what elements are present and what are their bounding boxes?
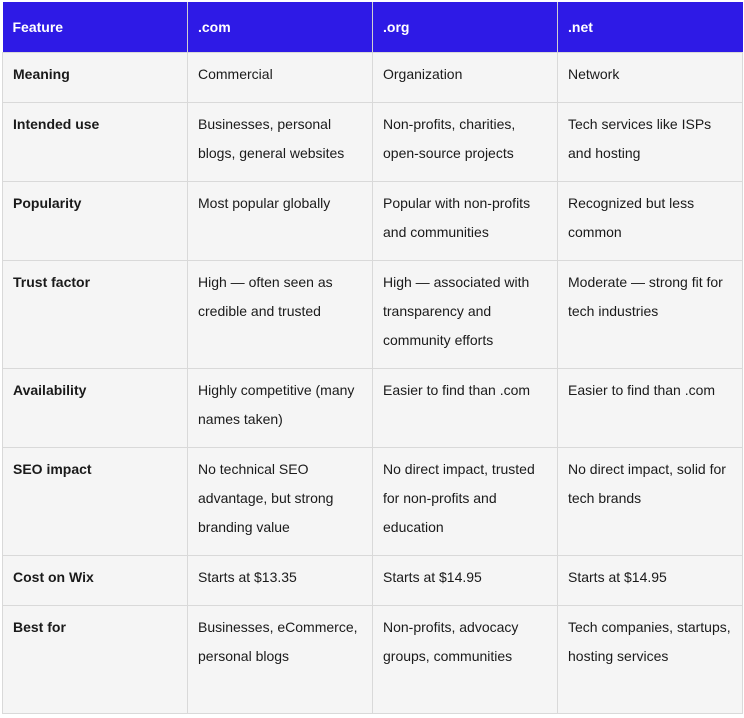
table-row xyxy=(3,368,743,447)
table-cell xyxy=(373,368,558,447)
table-cell xyxy=(558,368,743,447)
cell-text: Recognized but less common xyxy=(568,194,695,240)
table-cell xyxy=(558,181,743,260)
cell-text: Tech services like ISPs and hosting xyxy=(568,115,712,161)
table-row xyxy=(3,52,743,102)
row-label xyxy=(3,181,188,260)
table-cell xyxy=(188,605,373,713)
cell-text: Starts at $14.95 xyxy=(568,568,667,585)
row-label xyxy=(3,102,188,181)
cell-text: High — associated with transparency and community efforts xyxy=(383,273,530,348)
table-cell xyxy=(373,447,558,555)
cell-text: Tech companies, startups, hosting services xyxy=(568,618,731,664)
row-label xyxy=(3,260,188,368)
cell-text: Meaning xyxy=(13,65,70,82)
cell-text: Easier to find than .com xyxy=(383,381,531,398)
cell-text: Availability xyxy=(13,381,87,398)
table-row xyxy=(3,555,743,605)
cell-text: Cost on Wix xyxy=(13,568,94,585)
header-feature: Feature xyxy=(3,2,188,52)
table-cell xyxy=(188,260,373,368)
cell-text: Best for xyxy=(13,618,66,635)
header-com: .com xyxy=(188,2,373,52)
table-cell xyxy=(373,181,558,260)
row-label xyxy=(3,605,188,713)
table-cell xyxy=(188,52,373,102)
table-cell xyxy=(558,605,743,713)
cell-text: Non-profits, advocacy groups, communities xyxy=(383,618,519,664)
table-cell xyxy=(188,368,373,447)
cell-text: Starts at $13.35 xyxy=(198,568,297,585)
table-row xyxy=(3,260,743,368)
table-cell xyxy=(188,102,373,181)
table-body xyxy=(3,52,743,713)
table-cell xyxy=(373,102,558,181)
cell-text: Starts at $14.95 xyxy=(383,568,482,585)
table-cell xyxy=(558,260,743,368)
cell-text: Popularity xyxy=(13,194,82,211)
table-cell xyxy=(373,605,558,713)
table-cell xyxy=(558,102,743,181)
cell-text: Commercial xyxy=(198,65,273,82)
table-row xyxy=(3,181,743,260)
row-label xyxy=(3,447,188,555)
cell-text: Non-profits, charities, open-source projects xyxy=(383,115,516,161)
domain-comparison-table xyxy=(2,2,743,714)
cell-text: Trust factor xyxy=(13,273,91,290)
cell-text: Easier to find than .com xyxy=(568,381,716,398)
row-label xyxy=(3,52,188,102)
cell-text: Moderate — strong fit for tech industries xyxy=(568,273,723,319)
table-cell xyxy=(558,555,743,605)
table-cell xyxy=(188,555,373,605)
table-cell xyxy=(558,447,743,555)
cell-text: No direct impact, solid for tech brands xyxy=(568,460,726,506)
cell-text: Organization xyxy=(383,65,463,82)
header-org: .org xyxy=(373,2,558,52)
cell-text: Highly competitive (many names taken) xyxy=(198,381,355,427)
table-cell xyxy=(373,555,558,605)
cell-text: SEO impact xyxy=(13,460,92,477)
row-label xyxy=(3,555,188,605)
cell-text: Most popular globally xyxy=(198,194,331,211)
cell-text: High — often seen as credible and trusted xyxy=(198,273,333,319)
cell-text: Intended use xyxy=(13,115,100,132)
table-row xyxy=(3,447,743,555)
row-label xyxy=(3,368,188,447)
cell-text: Businesses, eCommerce, personal blogs xyxy=(198,618,358,664)
header-net: .net xyxy=(558,2,743,52)
table-cell xyxy=(373,52,558,102)
cell-text: Popular with non-profits and communities xyxy=(383,194,531,240)
cell-text: Network xyxy=(568,65,620,82)
cell-text: Businesses, personal blogs, general websites xyxy=(198,115,345,161)
table-cell xyxy=(188,181,373,260)
header-row xyxy=(3,2,743,52)
table-cell xyxy=(373,260,558,368)
cell-text: No technical SEO advantage, but strong branding value xyxy=(198,460,334,535)
table-row xyxy=(3,605,743,713)
table-header xyxy=(3,2,743,52)
table-row xyxy=(3,102,743,181)
table-cell xyxy=(188,447,373,555)
table-cell xyxy=(558,52,743,102)
cell-text: No direct impact, trusted for non-profits and education xyxy=(383,460,535,535)
